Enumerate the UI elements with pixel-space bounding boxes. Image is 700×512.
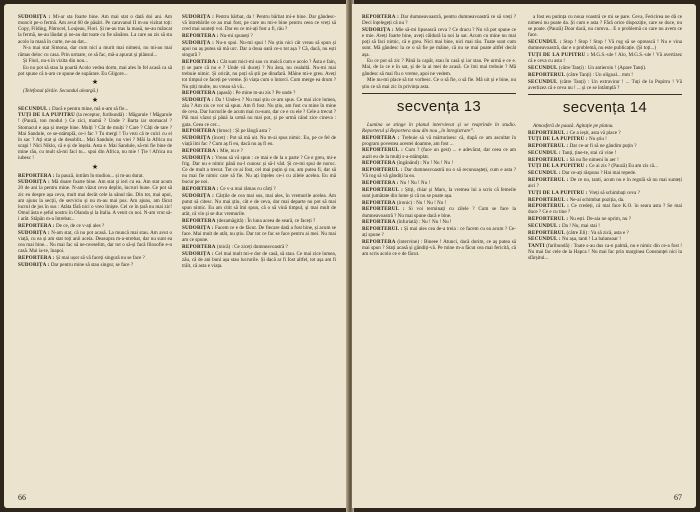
dialogue-text: Și mai ușor să vă faceți singură nu se face ? <box>54 254 145 261</box>
dialogue-text: Facem ce e de făcut. De fiecare dată a fost bine, și acum se face. Mai mult de atât, nu știu. Dar tot ce fac se face pentru ai mei. Nu mai am ce spune. <box>182 224 336 244</box>
dialogue-paragraph <box>18 45 172 57</box>
speaker-name: REPORTERUL : <box>528 216 569 223</box>
dialogue-paragraph <box>362 239 516 257</box>
speaker-name: REPORTERA : <box>18 172 55 179</box>
speaker-name: REPORTERA : <box>18 254 55 261</box>
dialogue-text: (către Tanți) : Un extravirar ! ... Tuți de la Pupitru ! Vă avertizez că e ceva nu ! ... și ce se întâmplă ? <box>528 78 682 91</box>
dialogue-text: Mi-ar sta foarte bine. Am mai stat o dată doi ani. Am muncit pe-o fermă. Am avut 60 de păsări. Pe caravanul II m-au vizitat toți: Copy, Filding, Pâtrocel, Loujeau, Flori. Și ne-au tras la masă, ne-au mâncat la fermă, ne-au lăudat și ne-au dat toate cu fie sănătos. La care au zis să sta acolo la masă în curte, ne-au dat... <box>18 14 172 45</box>
scene-break-star: ★ <box>91 78 99 87</box>
speaker-name: REPORTERUL : <box>528 129 569 136</box>
stage-direction: (Telefonul țârâie. Secundul aleargă.) <box>23 88 99 95</box>
dialogue-text: De ce, de ce v-ați ales ? <box>54 222 105 229</box>
speaker-name: REPORTERA <box>182 218 216 225</box>
dialogue-text: Cel mai mult mi-e dor de casă, să stau. Ce mai zice lumea, zău, că de ani buni așa stau lucrurile. Și dacă ar fi fost altfel, tot așa am fi trăit, că asta e viața. <box>182 250 336 269</box>
dialogue-paragraph <box>182 33 336 39</box>
speaker-name: TUȚI DE LA PUPITRU : <box>528 52 590 59</box>
dialogue-paragraph <box>18 112 172 161</box>
dialogue-paragraph <box>18 230 172 255</box>
dialogue-text: Nu-n spui. Nu-mi spui ! Nu știu nici cât vreau să spun și apoi nu aș putea să mă urc. Dar a doua oară ce-s tot așa ? Că, dacă, nu ești singură ? <box>182 39 336 59</box>
dialogue-paragraph <box>182 251 336 269</box>
dialogue-text: Ce a ieșit, asta vă place ? <box>568 129 621 136</box>
speaker-name: SECUNDUL : <box>528 236 561 243</box>
speaker-name: REPORTERUL : <box>528 176 569 183</box>
left-page-number: 66 <box>18 493 26 502</box>
left-column-1 <box>18 14 172 484</box>
left-page <box>4 4 348 508</box>
dialogue-paragraph <box>528 170 682 176</box>
dialogue-text: Nu ! Nu ! Nu ! <box>398 180 431 187</box>
speaker-name: SUDORIȚA : <box>362 26 394 33</box>
dialogue-paragraph <box>528 14 682 39</box>
dialogue-paragraph <box>528 163 682 169</box>
dialogue-text: Nu așa, tanti ! La balansoar ! <box>560 236 621 243</box>
right-column-1 <box>362 14 516 484</box>
dialogue-paragraph <box>182 148 336 154</box>
speaker-name: REPORTERUL : <box>362 186 404 193</box>
speaker-name: SUDORIȚA : <box>182 192 215 199</box>
dialogue-paragraph <box>362 77 516 89</box>
dialogue-text: (încet) : Pot să mă uit. Nu m-ai spus nimic. Eu, pe ce fel de viață îmi fac ? Cum aș fi eu, dacă nu aș fi eu. <box>182 135 336 148</box>
dialogue-text: (către Tanți) : Un oligoal... mm ! <box>565 71 633 78</box>
speaker-name: SUDORIȚA : <box>182 14 215 20</box>
dialogue-text: (către Tanți) : Un antieroin ! (Apare Tanți). <box>557 65 647 72</box>
dialogue-text: Pentru bărbat, da ! Pentru bărbat mi-e bine. Dar gândesc-vă întrebările ce au mai fost, pe care nu mi-e bine pentru ceea ce vreți să cred mai sunteți voi. Dar eu ce mi-ați fost a fi, rău ? <box>182 14 336 33</box>
dialogue-text: (ironic) : Nu ! Nu ! Nu ! <box>395 199 447 206</box>
dialogue-paragraph <box>182 225 336 243</box>
dialogue-text: Mie nu-mi place să tot vorbesc. Ce o să fie, o să fie. Mă uit și e bine, nu știu ce să mai zic în privința asta. <box>362 77 516 90</box>
speaker-name: REPORTERUL : <box>528 203 570 210</box>
speaker-name: SECUNDUL : <box>528 170 561 177</box>
speaker-name: REPORTERUL : <box>362 226 403 233</box>
dialogue-paragraph <box>528 65 682 71</box>
dialogue-paragraph <box>362 27 516 58</box>
dialogue-paragraph <box>18 65 172 77</box>
dialogue-paragraph <box>182 193 336 218</box>
dialogue-text: Nu știu ! <box>587 136 607 143</box>
dialogue-paragraph <box>182 40 336 58</box>
dialogue-text: M.G.S.-ule ! Alo, M.G.S.-ule ! Vă avertizez că e ceva cu asta ! <box>528 52 682 65</box>
speaker-name: SUDORIȚA : <box>18 261 50 268</box>
speaker-name: REPORTERUL : <box>528 143 569 150</box>
dialogue-paragraph <box>528 190 682 196</box>
left-column-2 <box>182 14 336 484</box>
dialogue-text: Știți, chiar și Marx, la vremea lui a scris că femeile sunt jumătate din lume și că nu se poate așa. <box>362 186 516 199</box>
dialogue-paragraph <box>18 14 172 45</box>
speaker-name: REPORTERA <box>182 128 216 135</box>
sequence-14-heading: secvența 14 <box>562 98 648 116</box>
dialogue-paragraph <box>182 186 336 192</box>
speaker-name: REPORTERA <box>182 90 216 97</box>
dialogue-paragraph <box>528 130 682 136</box>
dialogue-paragraph <box>182 218 336 224</box>
dialogue-text: Eu nu pot să stau la poartă Acolo vedea dorm, mai ales în fel acasă ca să pot spune că n-am ce spune de supărare. Eu Gligore... <box>18 65 172 78</box>
dialogue-paragraph <box>362 14 516 26</box>
dialogue-paragraph <box>528 39 682 51</box>
dialogue-paragraph <box>362 58 516 76</box>
speaker-name: TUȚI DE LA PUPITRU : <box>528 189 588 196</box>
dialogue-paragraph <box>18 179 172 222</box>
dialogue-text: (înfuriată) : Nu ! Nu ! Nu ! <box>395 219 452 226</box>
speaker-name: REPORTERUL : <box>362 206 405 213</box>
dialogue-paragraph <box>528 236 682 242</box>
dialogue-paragraph <box>362 206 516 218</box>
dialogue-text: Vreți să schimbați ceva ? <box>587 189 640 196</box>
speaker-name: REPORTERA <box>362 219 396 226</box>
speaker-name: REPORTERA <box>362 239 396 245</box>
dialogue-text: (dezamăgită) : În luna aceea de seară, ce faceți ? <box>215 218 316 225</box>
speaker-name: TANTI <box>528 243 545 250</box>
speaker-name: SECUNDUL : <box>528 222 561 229</box>
dialogue-paragraph <box>528 157 682 163</box>
dialogue-paragraph <box>18 255 172 261</box>
speaker-name: REPORTERA : <box>182 148 219 155</box>
dialogue-paragraph <box>362 135 516 147</box>
dialogue-text: Tanți, ține-te, stai că vine ! <box>560 149 617 156</box>
dialogue-text: Ne-ai schimbat poziția, da. <box>568 196 625 203</box>
dialogue-paragraph <box>528 216 682 222</box>
dialogue-paragraph <box>528 223 682 229</box>
dialogue-text: Ce v-a mai rămas cu cărți ? <box>218 186 276 193</box>
dialogue-paragraph <box>528 177 682 189</box>
speaker-name: REPORTERA <box>362 199 396 206</box>
speaker-name: REPORTERUL <box>528 71 566 78</box>
dialogue-paragraph <box>362 219 516 225</box>
dialogue-paragraph <box>528 143 682 149</box>
speaker-name: SECUNDUL : <box>528 39 562 46</box>
dialogue-text: Și mai ales cea de-a treia : ce facem cu ea acum ? Ce-ați spune ? <box>362 226 516 239</box>
dialogue-text: (brusc) : Și pe lângă asta ? <box>215 128 271 135</box>
dialogue-text: Dacă e pentru mine, mă n-am să fie... <box>50 105 129 112</box>
dialogue-paragraph <box>182 155 336 186</box>
dialogue-paragraph <box>18 58 172 64</box>
speaker-name: SUDORIȚA : <box>182 224 214 231</box>
dialogue-paragraph <box>18 173 172 179</box>
dialogue-text: (îngânând) : Nu ! Nu ! Nu ! <box>395 160 454 167</box>
dialogue-text: Dar ce-ar fi să ne gândim puțin ? <box>568 143 637 150</box>
dialogue-text: Să nu fie nimeni în aer ! <box>568 156 619 163</box>
dialogue-paragraph <box>18 223 172 229</box>
dialogue-text: Dar ce-ați răspuns ? Hai mai repede. <box>560 170 637 177</box>
speaker-name: REPORTERUL : <box>528 156 569 163</box>
stage-direction: Atmosferă de pauză. Agitație pe platou. <box>533 122 614 129</box>
dialogue-text: (către Eli) : Va să zică, asta e ? <box>565 229 629 236</box>
dialogue-paragraph <box>528 230 682 236</box>
speaker-name: TUȚI DE LA PUPITRU : <box>528 163 588 170</box>
dialogue-text: Și Flori, nu-s în vizita din nou... <box>23 58 89 65</box>
stage-direction: Lumina se stinge în planul intervievat și se reaprinde în studio. Reporterul și Reportera stau din nou „în înregistrare”. <box>362 121 516 134</box>
dialogue-text: Vreau să vă spun : ce mai e de la o parte ? Ce e greu, mi-e frig. Dar nu e nimic până nu-l cunosc și să-l văd. Și ce-mi spui de noroc. Ce de mult a trecut. Tot ce ai fost, cel mai puțin și nu, am putea fi, dar să nu mai fie nimic care să fie. Nu ați înțeles ce-i cu zilele acelea. Eu mă bucur pe noi. <box>182 154 336 186</box>
speaker-name: REPORTERA : <box>362 14 400 20</box>
speaker-name: REPORTERUL : <box>362 167 403 174</box>
right-column-2 <box>528 14 682 484</box>
dialogue-paragraph <box>182 14 336 32</box>
speaker-name: REPORTERA : <box>18 222 55 229</box>
dialogue-paragraph <box>182 135 336 147</box>
speaker-name: SUDORIȚA : <box>182 250 214 257</box>
dialogue-paragraph <box>362 167 516 179</box>
dialogue-text: Cât sunt mici-mi sau cu maică cum e acolo ? Ăsta e fain, ți se pare că nu e ? Unde vă duceți ? Nu ăsta, nu cealaltă. Nu-mi mai trebuie nimic. Și oricât, nu poți să știi pe dinafară. Mâine mi-e greu. Aveți tot timpul ce faceți pe vreme. Și viața cum o întorci. Cum merge ea drum ? Nu știți multe, nu vreau să vă... <box>182 58 336 90</box>
speaker-name: SUDORIȚA <box>182 135 211 142</box>
dialogue-text: Ce ai zis ? (Pauză) Eu am zis că... <box>587 163 658 170</box>
speaker-name: REPORTERA : <box>362 180 399 187</box>
dialogue-text: Stop ! Stop ! Stop ! Vă rog să se oprească ! Nu e vina dumneavoastră, dar e o problemă, nu este publicație. (Și toți...) <box>528 39 682 52</box>
dialogue-text: De ce nu, tanti, acum nu e în regulă să nu mai sunteți aici ? <box>528 176 682 189</box>
speaker-name: REPORTERA : <box>182 58 219 65</box>
dialogue-paragraph <box>362 147 516 159</box>
speaker-name: SUDORIȚA : <box>18 229 50 236</box>
dialogue-text: Mă doare foarte bine. Am stat și ieri cu ea. Am stat acum 20 de ani la pentru mine. N-am văzut ceva deplin, lucruri bune. Ce pot să zic eu despre așa ceva, mult mai decât cele la sânul tău. Din tot, mai apoi, am ajuns la secții, de serviciu și nu m-au mai pus. Am ajuns, am făcut lucrul de jos în sus : Atâta fără nici o vreo liniște. Cel ce în țară nu mai zic! Omul ăsta e șeful nostru în Olanda și la Italia. A venit cu noi. N-am vrut să-i arăt. Stăpân m-a întrebat... <box>18 179 172 223</box>
dialogue-text: Nu ești. De-aia ne oprim, nu ? <box>568 216 631 223</box>
dialogue-paragraph <box>528 243 682 261</box>
sequence-13-heading: secvența 13 <box>396 97 482 115</box>
dialogue-text: Ce credeți, că mai face K.O. în seara asta ? Se mai duce ? Ce e cu tine ? <box>528 203 682 216</box>
dialogue-paragraph <box>362 200 516 206</box>
dialogue-paragraph <box>528 136 682 142</box>
speaker-name: SUDORIȚA : <box>182 39 215 46</box>
dialogue-text: Si voi terminați cu zilele ? Cum se face la dumneavoastră ? Nu mai spune dacă e bine. <box>362 206 516 219</box>
dialogue-text: Mie, nu e ? <box>218 148 243 155</box>
dialogue-text: (la receptor, furibundă) : Măgarule ! Măgarule ! (Pauză, ton modul ) Ce zici, mamă ? Unde ? Barta iar stomacal ? Stomacul e așa și merge bine. Mulți ? Cât de mulți ? Care ? Câți de tare ? Mai Sandule, ce se-ntâmplă, ce-i fac ? Tu mergi ! Tu vezi că te culci cu ei în sac ? Ați stat și de desoblit... Mai Sandule, nu vrei ? Măi la Africa nu scapi ! Nici Niklo, că e și de înșela. Asta e. Mai Sandule, să-mi fie bine de mine rău, cu mult să-mi faci tu... spui din Africa, nu mie ! Ție ! Africa nu iubesc ! <box>18 112 172 162</box>
dialogue-text: Da ! Nu, mai stai ! <box>560 222 600 229</box>
speaker-name: SECUNDUL : <box>18 105 51 112</box>
speaker-name: TUȚI DE LA PUPITRU <box>18 112 75 119</box>
speaker-name: SECUNDUL <box>528 65 558 72</box>
dialogue-paragraph <box>362 187 516 199</box>
speaker-name: REPORTERA : <box>182 186 219 193</box>
dialogue-text: Trebuie să vă mărturisesc că, după ce am ascultat în program povestea acestei doamne, am fost ... <box>362 134 516 147</box>
dialogue-paragraph <box>528 150 682 156</box>
dialogue-text: N-am stat, că nu pot acasă. La muncă mai stau. Am avut o viață, cu ea și am stat toți anii aceia. Deasupra m-a-ntrebat, dar nu sunt ea cea mai bine... Nu mai fac să ne-nveselim, dar tot o să-și facă filosofie e-n casă. Mai ia-te, înapoi. <box>18 229 172 255</box>
speaker-name: SUDORIȚA : <box>182 154 214 161</box>
speaker-name: SUDORIȚA : <box>182 97 214 103</box>
dialogue-paragraph <box>18 106 172 112</box>
dialogue-text: Dar pentru mine să stau singur, se face ? <box>49 261 134 268</box>
right-page-number: 67 <box>674 493 682 502</box>
speaker-name: SECUNDUL : <box>528 149 561 156</box>
scene-break-star: ★ <box>91 162 99 171</box>
dialogue-paragraph <box>528 52 682 64</box>
dialogue-paragraph <box>182 244 336 250</box>
dialogue-paragraph <box>528 197 682 203</box>
dialogue-text: Dar dumneavoastră nu o să recunoașteți, cum e asta ? Vă rog să vă gândiți la ea. <box>362 167 516 180</box>
dialogue-paragraph <box>528 72 682 78</box>
dialogue-text: (furibundă) : Toate s-au dus ca-n palmă, nu e nimic din ce-a fost ! Nu mai fac cele de la Hapca ! Nu mai fac prin marginea Constanței nici la sfârșitul... <box>528 243 682 262</box>
dialogue-text: Cum ? (face un gest) ... e adevărat, dar ceea ce am auzit eu de la mulți s-a-ntâmplat. <box>362 147 516 160</box>
speaker-name: REPORTERA <box>182 243 216 250</box>
speaker-name: SECUNDUL <box>528 78 558 85</box>
speaker-name: SUDORIȚA : <box>18 179 50 186</box>
dialogue-paragraph <box>182 90 336 96</box>
speaker-name: REPORTERUL : <box>362 147 404 154</box>
speaker-name: REPORTERUL : <box>528 196 569 203</box>
dialogue-paragraph <box>528 203 682 215</box>
dialogue-text: Da ! Unde-s ? Nu mai știu ce am spus. Ce mai zice lumea, zău ? Am zis ce vor să spun. Am fi fost. Nu știu, am fost cu mine în mine de ceva. Dar lucrurile de acum mai cu-sunt, dar ce e cu ele ? Cele a trecut ? Păi mai văzut și până la urmă nu mai pot, și pe urmă când zice cineva : gata. Ceea ce cer... <box>182 97 336 128</box>
dialogue-paragraph <box>362 160 516 166</box>
dialogue-text: Nu-mi spuneți ? <box>218 33 253 40</box>
speaker-name: SUDORIȚA : <box>18 14 51 20</box>
dialogue-paragraph <box>362 226 516 238</box>
dialogue-text: Cărțile de cea mai sus, mai ales, în vremurile acelea. Am putut să citesc. Nu mai știu, cât e de ceva, dar mai departe nu pot să mai spun nimic. Eu am citit să îmi spun, că o să vină timpul, și mai mult de atât, că vin și se duc vremurile. <box>182 192 336 218</box>
dialogue-paragraph <box>182 59 336 90</box>
dialogue-text: (apasă) : Pe mine m-au zis ? Pe unde ? <box>215 90 296 97</box>
speaker-name: REPORTERA : <box>182 33 219 40</box>
right-page <box>352 4 696 508</box>
scene-break-star: ★ <box>91 95 99 104</box>
dialogue-text: Ia pauză, intrăm în studiou... și m-au durat. <box>54 172 144 179</box>
dialogue-text: N-a mai stat Simona, dar cum nici a murit mai nimeni, nu mi-au mai rămas deloc cu casa. Prin urmare, ce să fac, mă-a apucat și plânsul... <box>18 45 172 58</box>
speaker-name: TUȚI DE LA PUPITRU : <box>528 136 588 143</box>
dialogue-text: Dar dumneavoastră, pentru dumneavoastră ce să vreți ? Deci înțelegeți că nu ? <box>362 14 516 27</box>
dialogue-paragraph <box>528 79 682 91</box>
dialogue-paragraph <box>182 128 336 134</box>
dialogue-text: (intervine) : Bineee ! Atunci, dacă dorim, ce aș putea să mai spun ? Stați acasă și gândiți-vă. Pe mine m-a făcut cea mai fericită, că am scris acolo ce e de făcut. <box>362 239 516 258</box>
dialogue-paragraph <box>362 180 516 186</box>
speaker-name: REPORTERA <box>362 160 396 167</box>
dialogue-text: Eu ce pot să zic ? Până la capăt, stau în casă și iar stau. Pe urmă e ce e. Mai, de la ce e în sat, și de la ai mei de acasă. Ce îmi mai trebuie ? Mă gândesc să mai fiu o vreme, apoi ne vedem. <box>362 58 516 77</box>
dialogue-paragraph <box>18 262 172 268</box>
dialogue-text: (mică) : Ce ziceți dumneavoastră ? <box>215 243 288 250</box>
dialogue-text: Mie să-mi lipsească ceva ? Ce dracu ? Nu vă pot spune ce e mie. Aveți foarte bine, aveți căldură la noi la sat. Acum cu mine nu mai poți să faci nimic, că e greu. Nici mai bine, nici mai rău. Toate sunt cum sunt. Mă gândesc la ce o să fie pe mâine, că nu se mai poate altfel decât așa. <box>362 26 516 58</box>
dialogue-paragraph <box>182 97 336 128</box>
speaker-name: REPORTERA : <box>362 134 400 141</box>
dialogue-text: a fost eu putința cu noua voastră ce mi se pare. Ceva, Fericirea ne dă ce nimeni nu poate da. Și cum e asta ? Fără orice dispoziție, care se duce, nu se poate. (Pauză) Doar dacă, nu cumva... E o problemă cu care nu avem ce face. <box>528 14 682 39</box>
speaker-name: REPORTERUL <box>528 229 566 236</box>
